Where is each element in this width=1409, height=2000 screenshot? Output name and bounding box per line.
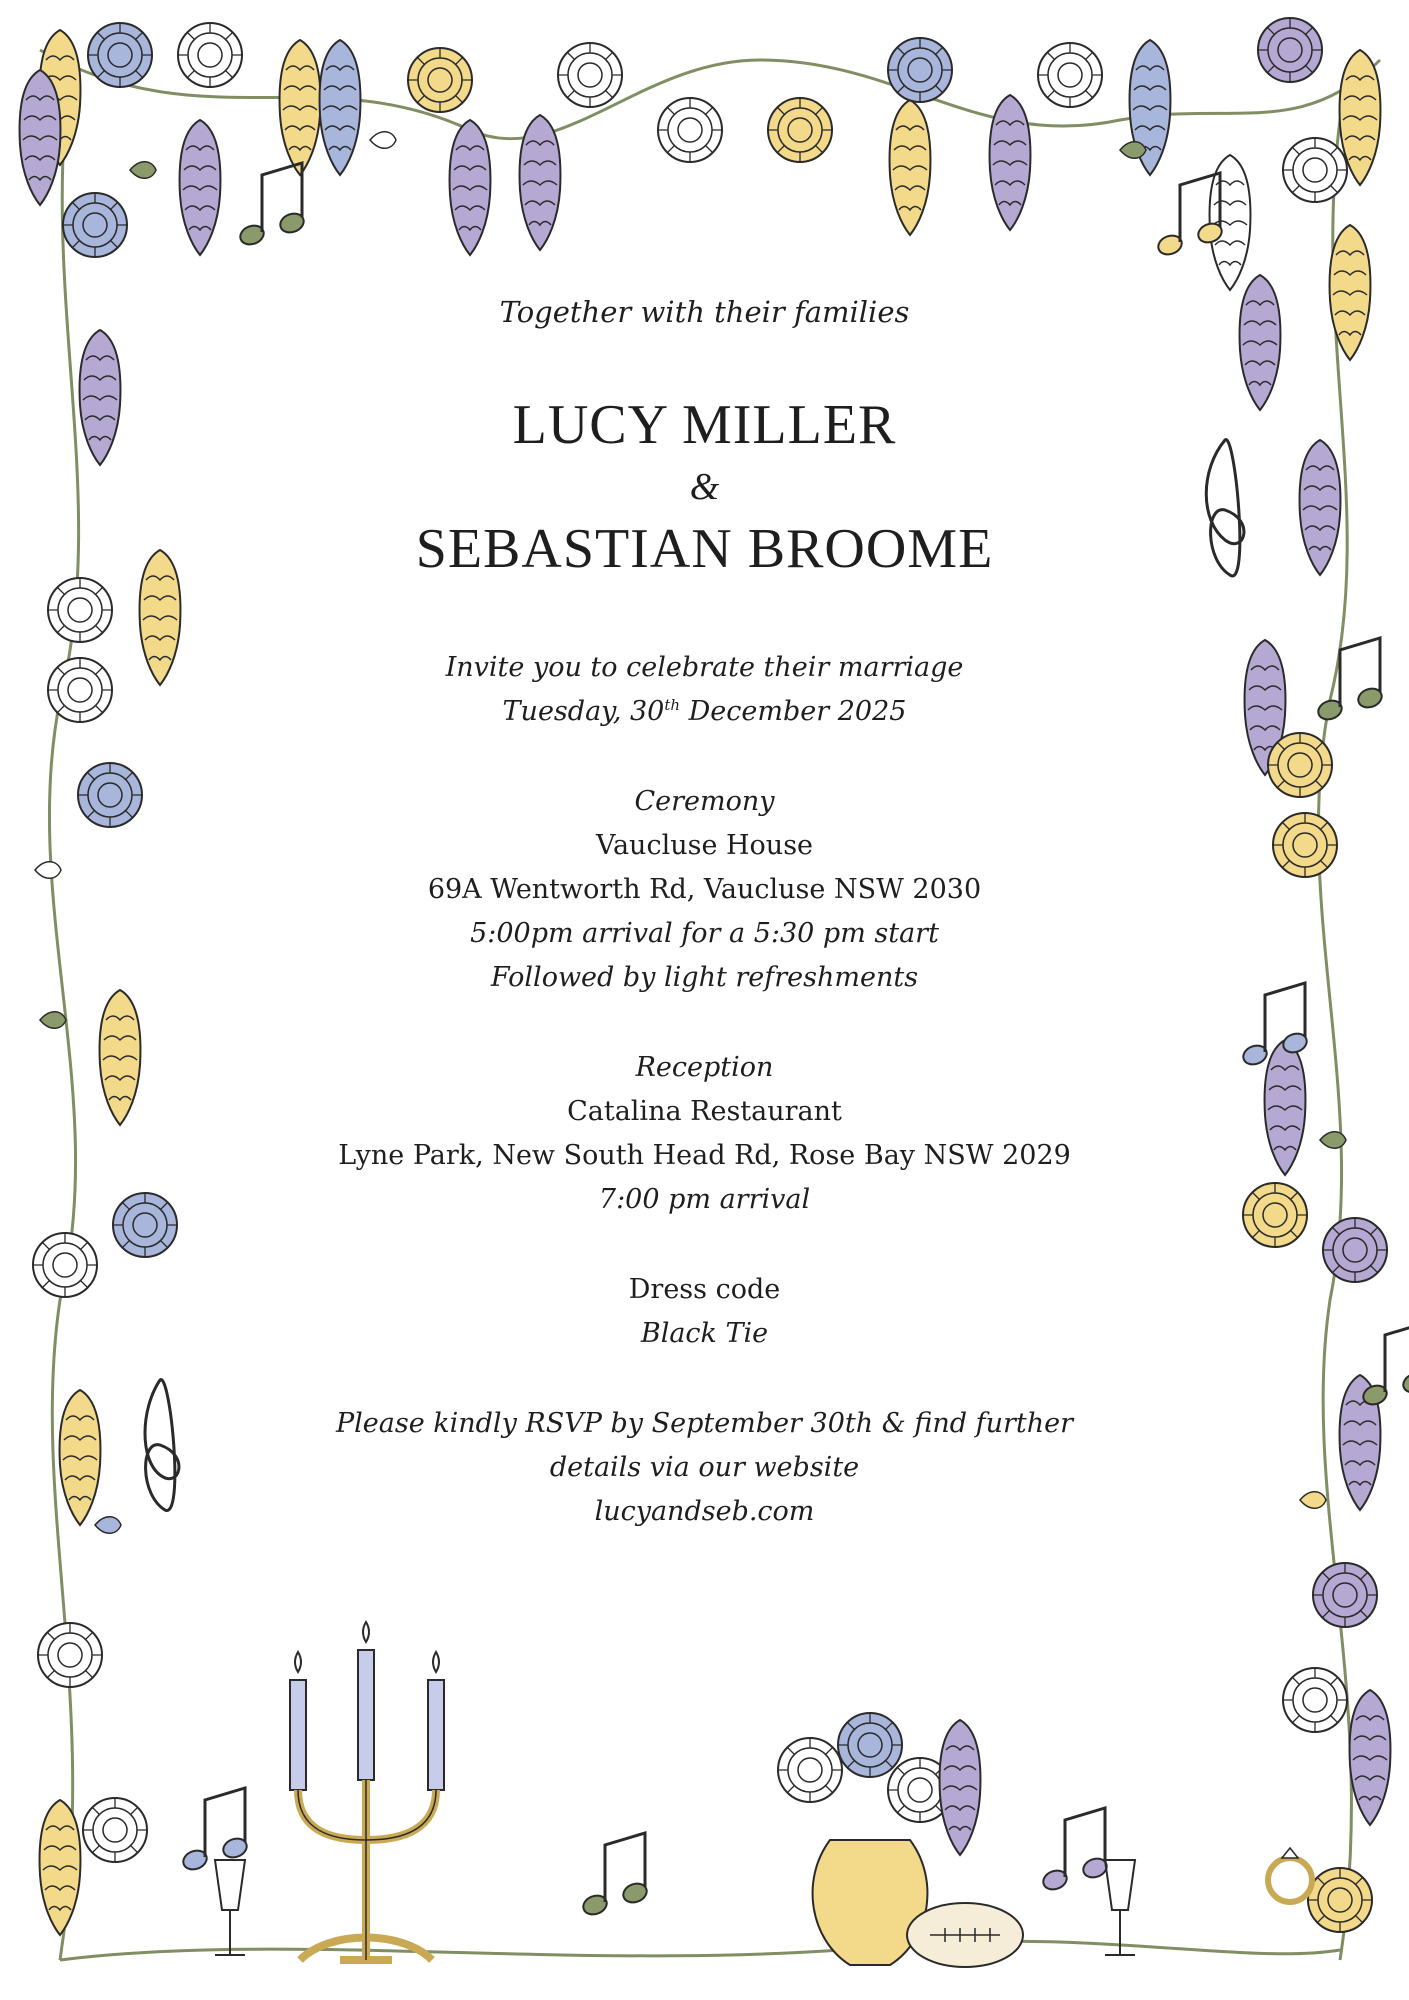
reception-time: 7:00 pm arrival — [598, 1184, 811, 1215]
ceremony-venue: Vaucluse House — [595, 830, 814, 861]
bride-name: LUCY MILLER — [512, 394, 897, 456]
rsvp-line-2: details via our website — [549, 1452, 860, 1483]
rugby-ball — [907, 1903, 1023, 1967]
date-month-year: December 2025 — [680, 696, 907, 727]
dress-code: Black Tie — [640, 1318, 769, 1349]
website-link[interactable]: lucyandseb.com — [594, 1496, 815, 1527]
rsvp-line-1: Please kindly RSVP by September 30th & find further — [335, 1408, 1074, 1439]
tassel-flowers — [40, 30, 1381, 290]
date-day: Tuesday, 30 — [502, 696, 665, 727]
candelabra — [290, 1622, 444, 1960]
reception-heading: Reception — [635, 1052, 774, 1083]
invite-line: Invite you to celebrate their marriage — [445, 652, 964, 683]
dress-heading: Dress code — [628, 1274, 781, 1305]
ceremony-note: Followed by light refreshments — [490, 962, 919, 993]
reception-venue: Catalina Restaurant — [567, 1096, 842, 1127]
reception-address: Lyne Park, New South Head Rd, Rose Bay NSW 2029 — [338, 1140, 1071, 1171]
ring — [1268, 1848, 1312, 1902]
date-suffix: th — [664, 696, 681, 714]
ceremony-address: 69A Wentworth Rd, Vaucluse NSW 2030 — [427, 874, 982, 905]
wedding-date — [290, 690, 1119, 734]
ceremony-time: 5:00pm arrival for a 5:30 pm start — [470, 918, 939, 949]
invitation-text — [290, 290, 1119, 1534]
ampersand: & — [689, 466, 720, 508]
groom-name: SEBASTIAN BROOME — [415, 518, 994, 580]
intro-line: Together with their families — [499, 295, 910, 329]
ceremony-heading: Ceremony — [634, 786, 775, 817]
